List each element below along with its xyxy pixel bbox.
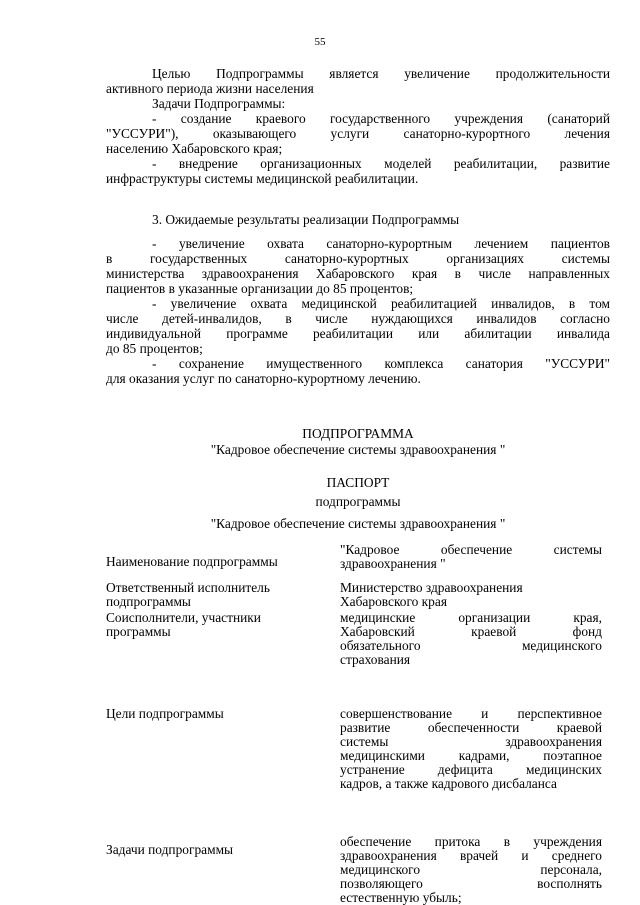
- text-line: в государственных санаторно-курортных организациях системы: [106, 251, 610, 266]
- value-line: Министерство здравоохранения: [340, 580, 523, 595]
- text-line: Целью Подпрограммы является увеличение продолжительности: [152, 66, 610, 81]
- text-line: населению Хабаровского края;: [106, 141, 283, 156]
- value-line: медицинского персонала,: [340, 862, 602, 877]
- value-line: обеспечение притока в учреждения: [340, 834, 602, 849]
- text-line: инфраструктуры системы медицинской реабилитации.: [106, 171, 419, 186]
- label-line: Ответственный исполнитель: [106, 580, 270, 595]
- row-label: [106, 581, 334, 611]
- text-line: - внедрение организационных моделей реабилитации, развитие: [152, 156, 610, 171]
- row-value: [340, 611, 602, 707]
- passport-subheading: подпрограммы: [315, 494, 401, 509]
- value-line: медицинскими кадрами, поэтапное: [340, 748, 602, 763]
- text-line: числе детей-инвалидов, в числе нуждающихся инвалидов согласно: [106, 311, 610, 326]
- row-value: [340, 835, 602, 905]
- value-line: совершенствование и перспективное: [340, 706, 602, 721]
- text-line: - сохранение имущественного комплекса санатория "УССУРИ": [152, 356, 610, 371]
- intro-block: [106, 66, 610, 186]
- text-line: "УССУРИ"), оказывающего услуги санаторно-курортного лечения: [106, 126, 610, 141]
- section-heading: [106, 212, 610, 227]
- text-line: для оказания услуг по санаторно-курортному лечению.: [106, 371, 421, 386]
- value-line: здравоохранения ": [340, 556, 446, 571]
- passport-table: [106, 543, 610, 905]
- value-line: медицинские организации края,: [340, 610, 602, 625]
- row-value: [340, 543, 602, 581]
- label-line: подпрограммы: [106, 594, 191, 609]
- text-line: - увеличение охвата медицинской реабилитацией инвалидов, в том: [152, 296, 610, 311]
- value-line: Хабаровский краевой фонд: [340, 624, 602, 639]
- subprogram-heading: ПОДПРОГРАММА: [302, 426, 414, 441]
- value-line: естественную убыль;: [340, 890, 462, 905]
- passport-title: "Кадровое обеспечение системы здравоохранения ": [210, 516, 506, 531]
- value-line: здравоохранения врачей и среднего: [340, 848, 602, 863]
- passport-row-tasks: [106, 835, 610, 905]
- passport-heading: ПАСПОРТ: [326, 475, 390, 490]
- value-line: Хабаровского края: [340, 594, 447, 609]
- label-line: Соисполнители, участники: [106, 610, 261, 625]
- value-line: устранение дефицита медицинских: [340, 762, 602, 777]
- row-label: Задачи подпрограммы: [106, 842, 234, 857]
- subprogram-title: "Кадровое обеспечение системы здравоохранения ": [210, 442, 506, 457]
- row-value: [340, 707, 602, 835]
- row-value: [340, 581, 602, 611]
- passport-row-name: [106, 543, 610, 581]
- text-line: министерства здравоохранения Хабаровского края в числе направленных: [106, 266, 610, 281]
- passport-row-goals: [106, 707, 610, 835]
- text-line: пациентов в указанные организации до 85 процентов;: [106, 281, 414, 296]
- value-line: кадров, а также кадрового дисбаланса: [340, 776, 557, 791]
- passport-row-coexecutors: [106, 611, 610, 707]
- value-line: развитие обеспеченности краевой: [340, 720, 602, 735]
- text-line: до 85 процентов;: [106, 341, 203, 356]
- row-label: Цели подпрограммы: [106, 706, 224, 721]
- page-number: 55: [314, 36, 326, 48]
- row-label: [106, 611, 334, 707]
- value-line: страхования: [340, 652, 411, 667]
- value-line: "Кадровое обеспечение системы: [340, 542, 602, 557]
- results-block: [106, 236, 610, 386]
- tasks-heading: Задачи Подпрограммы:: [152, 96, 286, 111]
- value-line: системы здравоохранения: [340, 734, 602, 749]
- row-label: Наименование подпрограммы: [106, 554, 278, 569]
- value-line: позволяющего восполнять: [340, 876, 602, 891]
- text-line: активного периода жизни населения: [106, 81, 314, 96]
- passport-row-executor: [106, 581, 610, 611]
- section-3-title: 3. Ожидаемые результаты реализации Подпрограммы: [152, 212, 460, 227]
- text-line: - увеличение охвата санаторно-курортным лечением пациентов: [152, 236, 610, 251]
- text-line: - создание краевого государственного учреждения (санаторий: [152, 111, 610, 126]
- label-line: программы: [106, 624, 171, 639]
- text-line: индивидуальной программе реабилитации или абилитации инвалида: [106, 326, 610, 341]
- value-line: обязательного медицинского: [340, 638, 602, 653]
